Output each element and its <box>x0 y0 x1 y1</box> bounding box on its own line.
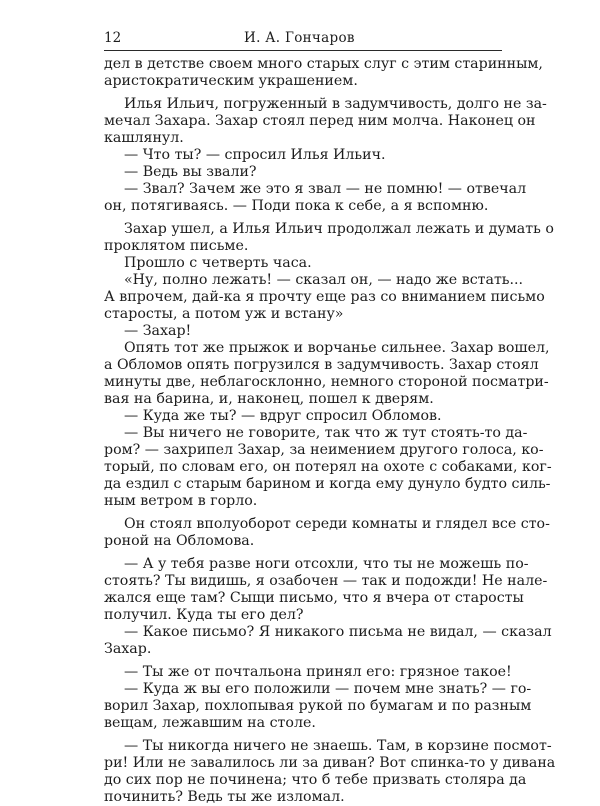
text-line: дел в детстве своем много старых слуг с этим старинным, <box>104 56 543 72</box>
text-line: починить? Ведь ты же изломал. <box>104 789 345 805</box>
text-line: — Захар! <box>124 323 192 339</box>
text-line: кашлянул. <box>104 130 184 146</box>
text-line: — Ты никогда ничего не знаешь. Там, в корзине посмот- <box>124 738 552 754</box>
text-line: — Что ты? — спросил Илья Ильич. <box>124 147 386 163</box>
text-line: Захар. <box>104 641 152 657</box>
text-line: он, потягиваясь. — Поди пока к себе, а я вспомню. <box>104 198 489 214</box>
text-line: Он стоял вполуоборот середи комнаты и глядел все сто- <box>124 516 550 532</box>
text-line: получил. Куда ты его дел? <box>104 607 304 623</box>
text-line: минуты две, неблагосклонно, немного стороной посматри- <box>104 374 549 390</box>
text-line: до сих пор не починена; что б тебе призвать столяра да <box>104 772 527 788</box>
text-line: — Вы ничего не говорите, так что ж тут стоять-то да- <box>124 425 528 441</box>
text-line: — Ты же от почтальона принял его: грязное такое! <box>124 664 512 680</box>
text-line: — Звал? Зачем же это я звал — не помню! — отвечал <box>124 181 527 197</box>
text-line: ворил Захар, похлопывая рукой по бумагам и по разным <box>104 698 532 714</box>
text-line: вещам, лежавшим на столе. <box>104 715 316 731</box>
text-line: — А у тебя разве ноги отсохли, что ты не можешь по- <box>124 556 529 572</box>
text-line: ри! Или не завалилось ли за диван? Вот спинка-то у дивана <box>104 755 556 771</box>
text-line: А впрочем, дай-ка я прочту еще раз со вниманием письмо <box>104 289 545 305</box>
text-line: Захар ушел, а Илья Ильич продолжал лежать и думать о <box>124 221 554 237</box>
text-line: жался еще там? Сыщи письмо, что я вчера от старосты <box>104 590 524 606</box>
text-line: — Ведь вы звали? <box>124 164 257 180</box>
text-line: да ездил с старым барином и когда ему дунуло будто силь- <box>104 476 551 492</box>
text-line: Опять тот же прыжок и ворчанье сильнее. Захар вошел, <box>124 340 550 356</box>
page-number: 12 <box>104 30 122 46</box>
text-line: ром? — захрипел Захар, за неимением другого голоса, ко- <box>104 442 544 458</box>
text-line: — Куда ж вы его положили — почем мне знать? — го- <box>124 681 532 697</box>
text-line: старосты, а потом уж и встану» <box>104 306 344 322</box>
text-line: «Ну, полно лежать! — сказал он, — надо же встать... <box>124 272 524 288</box>
body-text <box>104 56 556 806</box>
text-line: роной на Обломова. <box>104 533 255 549</box>
text-line: торый, по словам его, он потерял на охоте с собаками, ког- <box>104 459 552 475</box>
text-line: мечал Захара. Захар стоял перед ним молча. Наконец он <box>104 113 536 129</box>
text-line: — Какое письмо? Я никакого письма не видал, — сказал <box>124 624 552 640</box>
text-line: вая на барина, и, наконец, пошел к дверям. <box>104 391 434 407</box>
text-line: аристократическим украшением. <box>104 73 358 89</box>
text-line: — Куда же ты? — вдруг спросил Обломов. <box>124 408 442 424</box>
text-line: Илья Ильич, погруженный в задумчивость, долго не за- <box>124 96 547 112</box>
text-line: Прошло с четверть часа. <box>124 255 312 271</box>
text-line: ным ветром в горло. <box>104 493 258 509</box>
text-line: проклятом письме. <box>104 238 249 254</box>
text-line: стоять? Ты видишь, я озабочен — так и подожди! Не нале- <box>104 573 548 589</box>
running-head <box>104 30 502 51</box>
text-line: а Обломов опять погрузился в задумчивость. Захар стоял <box>104 357 539 373</box>
running-title: И. А. Гончаров <box>244 30 355 46</box>
